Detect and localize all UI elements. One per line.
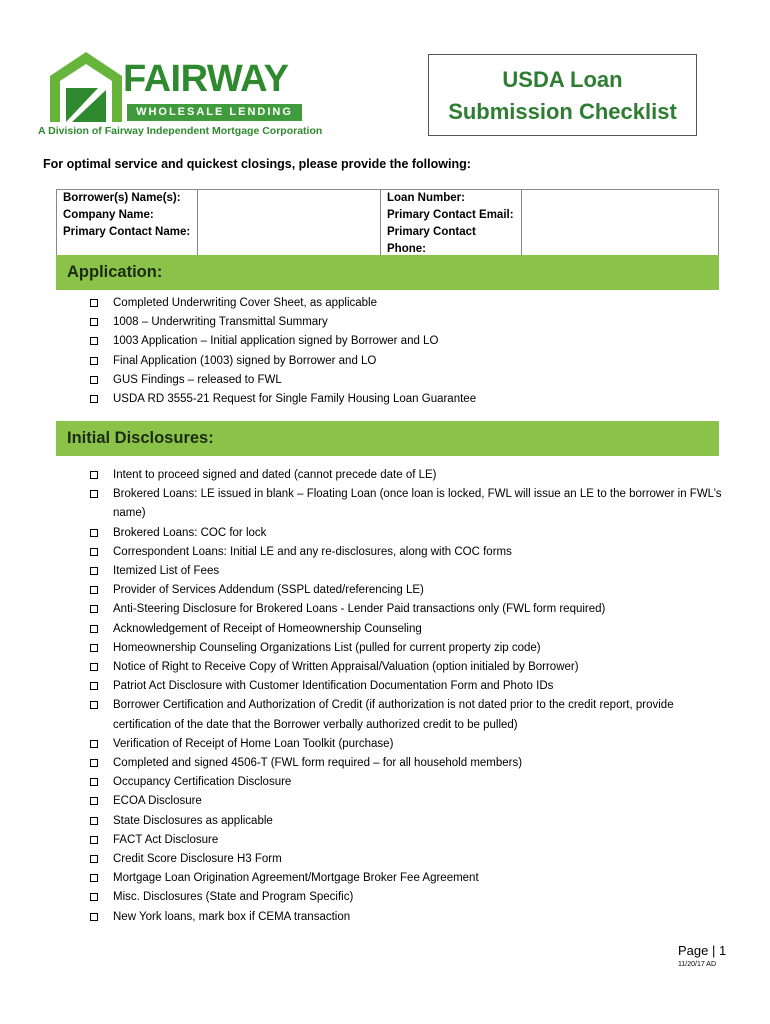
fairway-logo (38, 48, 323, 140)
checkbox-icon[interactable] (90, 663, 98, 671)
checkbox-icon[interactable] (90, 567, 98, 575)
checklist-item (90, 524, 730, 543)
logo-wordmark: FAIRWAY (123, 58, 289, 100)
checkbox-icon[interactable] (90, 299, 98, 307)
checkbox-icon[interactable] (90, 548, 98, 556)
checklist-item-label: Correspondent Loans: Initial LE and any re-disclosures, along with COC forms (113, 545, 512, 558)
title-line-1: USDA Loan (502, 67, 623, 92)
checkbox-icon[interactable] (90, 625, 98, 633)
revision-date-code: 11/20/17 AD (678, 961, 717, 968)
checklist-item (90, 313, 730, 332)
checkbox-icon[interactable] (90, 605, 98, 613)
checklist-item-label: Completed Underwriting Cover Sheet, as applicable (113, 297, 378, 309)
checklist-item (90, 466, 730, 485)
checklist-item (90, 869, 730, 888)
checklist-item-label: Anti-Steering Disclosure for Brokered Loans - Lender Paid transactions only (FWL form required) (113, 603, 606, 616)
checklist-item (90, 371, 730, 390)
borrower-info-value-cell[interactable] (198, 190, 381, 259)
checklist-item-label: 1008 – Underwriting Transmittal Summary (113, 316, 328, 329)
checklist-item-label: Homeownership Counseling Organizations List (pulled for current property zip code) (113, 641, 541, 654)
checkbox-icon[interactable] (90, 836, 98, 844)
initial-disclosures-section-header: Initial Disclosures: (56, 421, 719, 456)
checkbox-icon[interactable] (90, 874, 98, 882)
borrower-names-label-text: Borrower(s) Name(s): (63, 192, 181, 204)
checklist-item-label: Mortgage Loan Origination Agreement/Mortgage Broker Fee Agreement (113, 872, 479, 885)
checkbox-icon[interactable] (90, 701, 98, 709)
checklist-item-label: FACT Act Disclosure (113, 833, 219, 846)
checkbox-icon[interactable] (90, 740, 98, 748)
checkbox-icon[interactable] (90, 855, 98, 863)
checklist-item (90, 600, 730, 619)
checklist-item (90, 754, 730, 773)
checklist-item-label: Brokered Loans: LE issued in blank – Floating Loan (once loan is locked, FWL will issue an LE to the borrower in FWL’s name) (113, 488, 722, 520)
checklist-item-label: Verification of Receipt of Home Loan Toolkit (purchase) (113, 737, 394, 750)
checkbox-icon[interactable] (90, 913, 98, 921)
checklist-item-label: ECOA Disclosure (113, 795, 202, 808)
checklist-item (90, 812, 730, 831)
initial-disclosures-checklist (90, 466, 730, 927)
checklist-item (90, 294, 730, 313)
checklist-item-label: Patriot Act Disclosure with Customer Identification Documentation Form and Photo IDs (113, 680, 554, 693)
checklist-item-label: Completed and signed 4506-T (FWL form required – for all household members) (113, 757, 523, 770)
checkbox-icon[interactable] (90, 395, 98, 403)
checkbox-icon[interactable] (90, 682, 98, 690)
primary-contact-name-label: Primary Contact Name: (63, 226, 191, 238)
checklist-item (90, 543, 730, 562)
checklist-item-label: Acknowledgement of Receipt of Homeownership Counseling (113, 622, 422, 635)
checklist-item-label: Occupancy Certification Disclosure (113, 776, 292, 789)
checkbox-icon[interactable] (90, 817, 98, 825)
checklist-item (90, 908, 730, 927)
checklist-item (90, 773, 730, 792)
loan-info-value-cell[interactable] (522, 190, 719, 259)
checklist-item (90, 677, 730, 696)
checklist-item-label: New York loans, mark box if CEMA transaction (113, 910, 351, 923)
checklist-item-label: Final Application (1003) signed by Borrower and LO (113, 354, 377, 367)
logo-tagline: WHOLESALE LENDING (127, 104, 302, 121)
house-roof-icon (50, 50, 122, 122)
checkbox-icon[interactable] (90, 376, 98, 384)
checklist-item-label: Borrower Certification and Authorization of Credit (if authorization is not dated prior to the credit report, provide certification of the date that the Borrower verbally authorized credit to be pulled) (113, 699, 674, 731)
checklist-item (90, 792, 730, 811)
checklist-item-label: Notice of Right to Receive Copy of Written Appraisal/Valuation (option initialed by Borrower) (113, 661, 579, 674)
table-row (57, 190, 719, 259)
loan-info-label-cell (381, 190, 522, 259)
checkbox-icon[interactable] (90, 797, 98, 805)
checkbox-icon[interactable] (90, 759, 98, 767)
title-line-2: Submission Checklist (448, 99, 677, 124)
checklist-item (90, 562, 730, 581)
checklist-item-label: Itemized List of Fees (113, 565, 220, 578)
checkbox-icon[interactable] (90, 318, 98, 326)
application-section-header: Application: (56, 255, 719, 290)
checklist-item-label: Credit Score Disclosure H3 Form (113, 853, 282, 866)
checkbox-icon[interactable] (90, 337, 98, 345)
checkbox-icon[interactable] (90, 586, 98, 594)
primary-contact-phone-label: Primary Contact Phone: (387, 226, 476, 255)
checklist-item (90, 352, 730, 371)
checklist-item (90, 639, 730, 658)
company-name-label: Company Name: (63, 209, 154, 221)
checklist-item-label: 1003 Application – Initial application signed by Borrower and LO (113, 335, 439, 348)
checklist-item-label: Intent to proceed signed and dated (cannot precede date of LE) (113, 469, 437, 481)
checklist-item (90, 485, 730, 523)
checkbox-icon[interactable] (90, 490, 98, 498)
checklist-item-label: Misc. Disclosures (State and Program Specific) (113, 891, 354, 904)
borrower-info-table (56, 189, 719, 259)
logo-division-text: A Division of Fairway Independent Mortgage Corporation (38, 125, 323, 137)
checklist-item (90, 390, 730, 409)
checklist-item (90, 831, 730, 850)
borrower-names-label (57, 190, 198, 259)
primary-contact-email-label: Primary Contact Email: (387, 209, 514, 221)
page-number: Page | 1 (678, 943, 727, 958)
checkbox-icon[interactable] (90, 778, 98, 786)
checkbox-icon[interactable] (90, 529, 98, 537)
checkbox-icon[interactable] (90, 893, 98, 901)
checklist-item-label: GUS Findings – released to FWL (113, 373, 282, 386)
checkbox-icon[interactable] (90, 644, 98, 652)
checklist-item (90, 888, 730, 907)
loan-number-label: Loan Number: (387, 192, 465, 204)
checklist-item (90, 735, 730, 754)
checkbox-icon[interactable] (90, 471, 98, 479)
checklist-item-label: Brokered Loans: COC for lock (113, 526, 267, 539)
application-checklist (90, 294, 730, 409)
checklist-item (90, 850, 730, 869)
checklist-item (90, 620, 730, 639)
checklist-item-label: State Disclosures as applicable (113, 814, 273, 827)
checklist-item (90, 658, 730, 677)
checklist-item (90, 332, 730, 351)
checklist-item (90, 696, 730, 734)
checklist-item-label: Provider of Services Addendum (SSPL dated/referencing LE) (113, 584, 424, 597)
document-title-box (428, 54, 697, 136)
checklist-item (90, 581, 730, 600)
intro-text: For optimal service and quickest closings, please provide the following: (43, 157, 471, 171)
checklist-item-label: USDA RD 3555-21 Request for Single Family Housing Loan Guarantee (113, 393, 477, 406)
checkbox-icon[interactable] (90, 357, 98, 365)
